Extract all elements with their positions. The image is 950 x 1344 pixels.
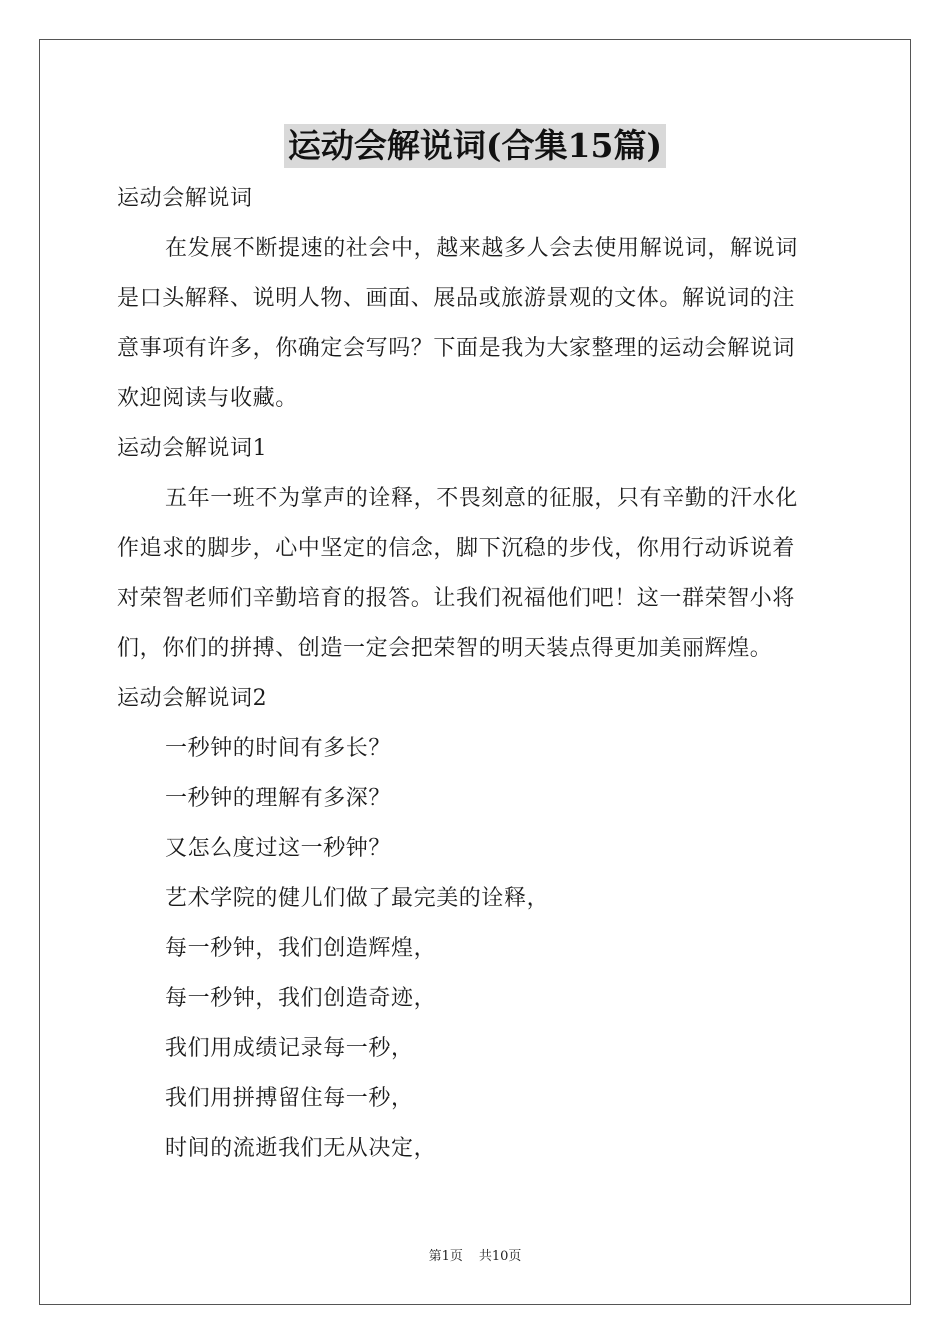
text-line: 又怎么度过这一秒钟？: [165, 836, 392, 861]
page-number: 第1页: [428, 1249, 463, 1264]
text-line: 我们用成绩记录每一秒，: [165, 1036, 414, 1061]
text-line: 每一秒钟，我们创造奇迹，: [165, 986, 437, 1011]
text-line: 艺术学院的健儿们做了最完美的诠释，: [165, 886, 550, 911]
text-line: 对荣智老师们辛勤培育的报答。让我们祝福他们吧！这一群荣智小将: [117, 586, 796, 611]
page-total: 共10页: [478, 1249, 522, 1264]
text-line: 们，你们的拼搏、创造一定会把荣智的明天装点得更加美丽辉煌。: [117, 636, 773, 661]
text-line: 时间的流逝我们无从决定，: [165, 1136, 437, 1161]
page-footer: [0, 1248, 950, 1266]
document-body: [117, 174, 833, 1174]
text-line: 运动会解说词: [117, 186, 253, 211]
text-line: 每一秒钟，我们创造辉煌，: [165, 936, 437, 961]
text-line: 五年一班不为掌声的诠释，不畏刻意的征服，只有辛勤的汗水化: [165, 486, 798, 511]
text-line: 一秒钟的理解有多深？: [165, 786, 392, 811]
text-line: 运动会解说词2: [117, 686, 268, 711]
title-container: [0, 124, 950, 168]
text-line: 是口头解释、说明人物、画面、展品或旅游景观的文体。解说词的注: [117, 286, 796, 311]
text-line: 意事项有许多，你确定会写吗？下面是我为大家整理的运动会解说词: [117, 336, 796, 361]
text-line: 作追求的脚步，心中坚定的信念，脚下沉稳的步伐，你用行动诉说着: [117, 536, 796, 561]
text-line: 欢迎阅读与收藏。: [117, 386, 298, 411]
text-line: 一秒钟的时间有多长？: [165, 736, 392, 761]
text-line: 运动会解说词1: [117, 436, 268, 461]
text-line: 在发展不断提速的社会中，越来越多人会去使用解说词，解说词: [165, 236, 798, 261]
text-line: 我们用拼搏留住每一秒，: [165, 1086, 414, 1111]
document-title: 运动会解说词(合集15篇): [284, 124, 666, 168]
